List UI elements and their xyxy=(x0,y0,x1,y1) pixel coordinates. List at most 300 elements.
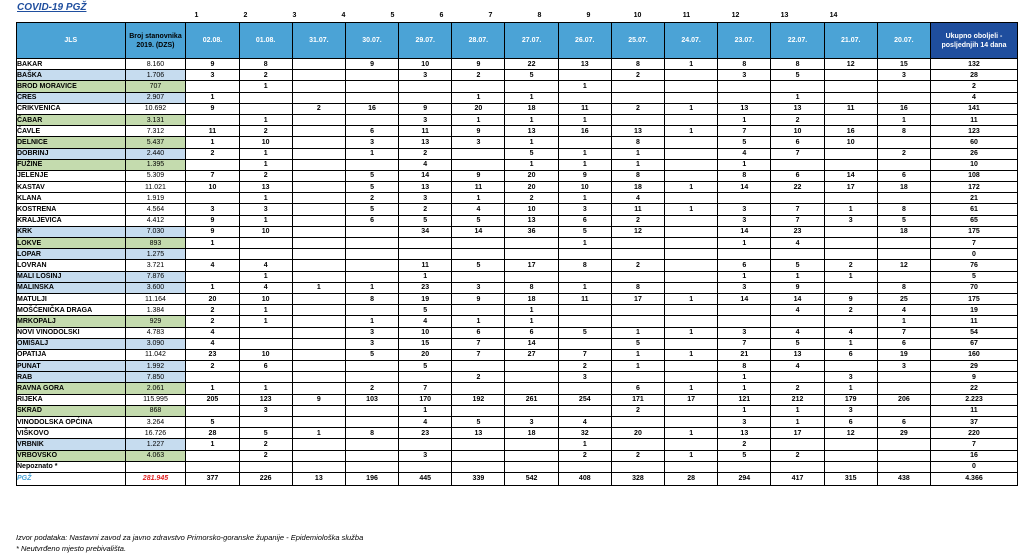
daily-cases xyxy=(399,92,452,103)
daily-cases: 19 xyxy=(399,293,452,304)
daily-cases: 1 xyxy=(611,159,664,170)
daily-cases xyxy=(292,126,345,137)
daily-cases: 121 xyxy=(718,394,771,405)
daily-cases: 2 xyxy=(558,361,611,372)
summary-value: 294 xyxy=(718,472,771,485)
daily-cases xyxy=(558,271,611,282)
daily-cases xyxy=(186,405,239,416)
daily-cases xyxy=(345,226,398,237)
header-date: 22.07. xyxy=(771,23,824,59)
daily-cases: 1 xyxy=(558,81,611,92)
daily-cases: 3 xyxy=(718,204,771,215)
daily-cases: 11 xyxy=(452,182,505,193)
daily-cases xyxy=(452,305,505,316)
daily-cases xyxy=(611,372,664,383)
municipality-name: VRBNIK xyxy=(17,439,126,450)
daily-cases: 21 xyxy=(718,349,771,360)
daily-cases xyxy=(665,81,718,92)
daily-cases xyxy=(399,372,452,383)
daily-cases xyxy=(505,405,558,416)
daily-cases: 4 xyxy=(877,305,930,316)
daily-cases xyxy=(665,70,718,81)
day-number: 5 xyxy=(390,12,395,19)
municipality-name: RIJEKA xyxy=(17,394,126,405)
daily-cases xyxy=(505,271,558,282)
daily-cases: 3 xyxy=(345,327,398,338)
daily-cases: 4 xyxy=(771,327,824,338)
header-total: Ukupno oboljeli - posljednjih 14 dana xyxy=(930,23,1017,59)
daily-cases xyxy=(665,148,718,159)
daily-cases: 17 xyxy=(505,260,558,271)
daily-cases: 12 xyxy=(824,59,877,70)
daily-cases: 1 xyxy=(399,405,452,416)
daily-cases: 7 xyxy=(877,327,930,338)
daily-cases xyxy=(665,461,718,472)
header-date: 30.07. xyxy=(345,23,398,59)
day-number: 9 xyxy=(586,12,591,19)
total-cases: 61 xyxy=(930,204,1017,215)
daily-cases: 1 xyxy=(239,271,292,282)
daily-cases: 5 xyxy=(239,428,292,439)
total-cases: 11 xyxy=(930,114,1017,125)
daily-cases: 8 xyxy=(877,126,930,137)
daily-cases: 10 xyxy=(239,226,292,237)
daily-cases: 8 xyxy=(718,170,771,181)
population-value: 1.395 xyxy=(125,159,186,170)
table-row xyxy=(17,293,1018,304)
daily-cases: 3 xyxy=(877,70,930,81)
daily-cases: 2 xyxy=(186,305,239,316)
daily-cases xyxy=(718,92,771,103)
daily-cases: 6 xyxy=(824,417,877,428)
summary-population: 281.945 xyxy=(125,472,186,485)
daily-cases: 2 xyxy=(452,70,505,81)
daily-cases: 1 xyxy=(452,193,505,204)
daily-cases: 5 xyxy=(611,338,664,349)
daily-cases: 1 xyxy=(452,114,505,125)
daily-cases: 3 xyxy=(877,361,930,372)
daily-cases: 1 xyxy=(665,450,718,461)
total-cases: 172 xyxy=(930,182,1017,193)
daily-cases: 9 xyxy=(186,215,239,226)
daily-cases xyxy=(824,249,877,260)
daily-cases xyxy=(345,159,398,170)
daily-cases xyxy=(558,305,611,316)
daily-cases xyxy=(558,92,611,103)
daily-cases xyxy=(771,316,824,327)
daily-cases xyxy=(452,405,505,416)
table-row xyxy=(17,92,1018,103)
table-row xyxy=(17,372,1018,383)
daily-cases xyxy=(824,316,877,327)
daily-cases: 2 xyxy=(186,316,239,327)
daily-cases xyxy=(186,461,239,472)
municipality-name: CRIKVENICA xyxy=(17,103,126,114)
total-cases: 11 xyxy=(930,316,1017,327)
daily-cases: 2 xyxy=(718,439,771,450)
daily-cases xyxy=(505,238,558,249)
daily-cases: 13 xyxy=(771,103,824,114)
daily-cases: 20 xyxy=(186,293,239,304)
population-value: 11.021 xyxy=(125,182,186,193)
daily-cases: 5 xyxy=(771,338,824,349)
daily-cases xyxy=(345,450,398,461)
daily-cases: 25 xyxy=(877,293,930,304)
table-row xyxy=(17,282,1018,293)
daily-cases: 3 xyxy=(186,204,239,215)
source-note: Izvor podataka: Nastavni zavod za javno zdravstvo Primorsko-goranske županije - Epidemiološka služba xyxy=(16,533,364,542)
daily-cases: 13 xyxy=(771,349,824,360)
daily-cases: 5 xyxy=(345,182,398,193)
municipality-name: LOPAR xyxy=(17,249,126,260)
daily-cases xyxy=(665,372,718,383)
daily-cases xyxy=(239,338,292,349)
daily-cases: 27 xyxy=(505,349,558,360)
daily-cases xyxy=(877,193,930,204)
header-population: Broj stanovnika 2019. (DZS) xyxy=(125,23,186,59)
daily-cases: 4 xyxy=(186,260,239,271)
daily-cases xyxy=(505,450,558,461)
daily-cases: 8 xyxy=(718,361,771,372)
daily-cases: 5 xyxy=(452,417,505,428)
daily-cases: 3 xyxy=(399,193,452,204)
municipality-name: RAVNA GORA xyxy=(17,383,126,394)
summary-value: 13 xyxy=(292,472,345,485)
daily-cases: 11 xyxy=(824,103,877,114)
daily-cases: 15 xyxy=(877,59,930,70)
municipality-name: DOBRINJ xyxy=(17,148,126,159)
table-row xyxy=(17,182,1018,193)
population-value: 1.227 xyxy=(125,439,186,450)
daily-cases: 1 xyxy=(611,349,664,360)
daily-cases: 10 xyxy=(399,59,452,70)
total-cases: 141 xyxy=(930,103,1017,114)
daily-cases: 20 xyxy=(399,349,452,360)
summary-value: 445 xyxy=(399,472,452,485)
daily-cases xyxy=(558,461,611,472)
summary-value: 438 xyxy=(877,472,930,485)
daily-cases xyxy=(824,70,877,81)
daily-cases: 14 xyxy=(718,182,771,193)
daily-cases xyxy=(186,114,239,125)
daily-cases xyxy=(877,461,930,472)
total-cases: 175 xyxy=(930,226,1017,237)
daily-cases: 1 xyxy=(452,92,505,103)
daily-cases: 4 xyxy=(558,417,611,428)
daily-cases xyxy=(611,461,664,472)
daily-cases: 1 xyxy=(505,137,558,148)
header-date: 28.07. xyxy=(452,23,505,59)
daily-cases: 1 xyxy=(771,405,824,416)
daily-cases xyxy=(239,417,292,428)
daily-cases xyxy=(292,114,345,125)
daily-cases xyxy=(877,249,930,260)
population-value: 868 xyxy=(125,405,186,416)
daily-cases xyxy=(239,461,292,472)
day-number: 8 xyxy=(537,12,542,19)
daily-cases: 6 xyxy=(824,349,877,360)
daily-cases: 4 xyxy=(611,193,664,204)
daily-cases: 36 xyxy=(505,226,558,237)
daily-cases: 1 xyxy=(345,316,398,327)
daily-cases xyxy=(292,193,345,204)
daily-cases: 8 xyxy=(505,282,558,293)
daily-cases: 10 xyxy=(558,182,611,193)
daily-cases xyxy=(611,249,664,260)
daily-cases: 14 xyxy=(718,293,771,304)
daily-cases: 10 xyxy=(399,327,452,338)
daily-cases: 14 xyxy=(718,226,771,237)
daily-cases xyxy=(292,293,345,304)
daily-cases: 17 xyxy=(771,428,824,439)
municipality-name: RAB xyxy=(17,372,126,383)
municipality-name: ČAVLE xyxy=(17,126,126,137)
daily-cases xyxy=(824,439,877,450)
daily-cases xyxy=(877,159,930,170)
table-row xyxy=(17,383,1018,394)
daily-cases: 1 xyxy=(239,148,292,159)
summary-value: 542 xyxy=(505,472,558,485)
daily-cases: 1 xyxy=(558,238,611,249)
municipality-name: DELNICE xyxy=(17,137,126,148)
daily-cases xyxy=(665,439,718,450)
daily-cases: 11 xyxy=(558,293,611,304)
daily-cases xyxy=(665,159,718,170)
daily-cases: 10 xyxy=(505,204,558,215)
daily-cases: 1 xyxy=(239,159,292,170)
daily-cases xyxy=(558,338,611,349)
daily-cases: 3 xyxy=(824,372,877,383)
table-row xyxy=(17,137,1018,148)
summary-value: 339 xyxy=(452,472,505,485)
daily-cases: 2 xyxy=(611,450,664,461)
day-number: 3 xyxy=(292,12,297,19)
municipality-name: MRKOPALJ xyxy=(17,316,126,327)
daily-cases xyxy=(292,81,345,92)
daily-cases: 12 xyxy=(824,428,877,439)
daily-cases xyxy=(558,249,611,260)
daily-cases xyxy=(239,238,292,249)
daily-cases xyxy=(505,372,558,383)
daily-cases xyxy=(611,439,664,450)
daily-cases: 11 xyxy=(186,126,239,137)
daily-cases: 1 xyxy=(771,271,824,282)
daily-cases xyxy=(771,249,824,260)
daily-cases: 7 xyxy=(718,126,771,137)
daily-cases xyxy=(824,238,877,249)
daily-cases xyxy=(877,271,930,282)
daily-cases: 1 xyxy=(665,383,718,394)
daily-cases: 3 xyxy=(399,70,452,81)
daily-cases: 7 xyxy=(452,338,505,349)
daily-cases xyxy=(345,305,398,316)
municipality-name: KRK xyxy=(17,226,126,237)
daily-cases xyxy=(239,249,292,260)
daily-cases xyxy=(665,260,718,271)
table-row xyxy=(17,193,1018,204)
daily-cases: 2 xyxy=(771,114,824,125)
total-cases: 16 xyxy=(930,450,1017,461)
daily-cases xyxy=(771,193,824,204)
daily-cases: 1 xyxy=(505,305,558,316)
municipality-name: ČABAR xyxy=(17,114,126,125)
daily-cases xyxy=(665,238,718,249)
daily-cases: 5 xyxy=(718,137,771,148)
municipality-name: BAŠKA xyxy=(17,70,126,81)
daily-cases: 2 xyxy=(824,260,877,271)
daily-cases: 1 xyxy=(558,193,611,204)
daily-cases: 5 xyxy=(399,215,452,226)
municipality-name: VIŠKOVO xyxy=(17,428,126,439)
daily-cases xyxy=(292,383,345,394)
total-cases: 70 xyxy=(930,282,1017,293)
daily-cases xyxy=(345,92,398,103)
daily-cases: 3 xyxy=(558,204,611,215)
header-date: 23.07. xyxy=(718,23,771,59)
daily-cases: 2 xyxy=(399,204,452,215)
municipality-name: PUNAT xyxy=(17,361,126,372)
daily-cases xyxy=(824,92,877,103)
population-value: 4.783 xyxy=(125,327,186,338)
daily-cases xyxy=(399,439,452,450)
daily-cases: 9 xyxy=(345,59,398,70)
daily-cases: 8 xyxy=(718,59,771,70)
daily-cases: 6 xyxy=(558,215,611,226)
daily-cases: 6 xyxy=(239,361,292,372)
municipality-name: MALI LOŠINJ xyxy=(17,271,126,282)
population-value: 4.412 xyxy=(125,215,186,226)
daily-cases: 2 xyxy=(345,383,398,394)
municipality-name: OPATIJA xyxy=(17,349,126,360)
total-cases: 175 xyxy=(930,293,1017,304)
daily-cases xyxy=(665,193,718,204)
daily-cases: 14 xyxy=(452,226,505,237)
header-date: 29.07. xyxy=(399,23,452,59)
daily-cases: 14 xyxy=(824,170,877,181)
daily-cases: 6 xyxy=(505,327,558,338)
daily-cases xyxy=(824,282,877,293)
daily-cases: 1 xyxy=(665,204,718,215)
daily-cases: 1 xyxy=(186,383,239,394)
table-row xyxy=(17,170,1018,181)
daily-cases: 18 xyxy=(505,103,558,114)
daily-cases: 16 xyxy=(345,103,398,114)
daily-cases: 3 xyxy=(824,215,877,226)
population-value: 7.030 xyxy=(125,226,186,237)
population-value: 893 xyxy=(125,238,186,249)
daily-cases: 103 xyxy=(345,394,398,405)
daily-cases: 1 xyxy=(345,282,398,293)
daily-cases: 7 xyxy=(771,148,824,159)
daily-cases: 8 xyxy=(771,59,824,70)
total-cases: 220 xyxy=(930,428,1017,439)
daily-cases xyxy=(452,249,505,260)
daily-cases xyxy=(718,461,771,472)
daily-cases xyxy=(292,260,345,271)
table-row xyxy=(17,316,1018,327)
daily-cases: 3 xyxy=(239,405,292,416)
daily-cases xyxy=(292,170,345,181)
daily-cases: 4 xyxy=(452,204,505,215)
daily-cases xyxy=(239,372,292,383)
daily-cases xyxy=(292,405,345,416)
header-date: 21.07. xyxy=(824,23,877,59)
population-value: 3.600 xyxy=(125,282,186,293)
header-jls: JLS xyxy=(17,23,126,59)
table-row xyxy=(17,238,1018,249)
daily-cases: 15 xyxy=(399,338,452,349)
page-title: COVID-19 PGŽ xyxy=(17,2,87,13)
daily-cases: 13 xyxy=(718,428,771,439)
total-cases: 7 xyxy=(930,238,1017,249)
daily-cases: 1 xyxy=(239,215,292,226)
daily-cases xyxy=(292,70,345,81)
daily-cases: 2 xyxy=(771,383,824,394)
daily-cases xyxy=(239,327,292,338)
daily-cases: 2 xyxy=(399,148,452,159)
daily-cases: 17 xyxy=(824,182,877,193)
table-row xyxy=(17,349,1018,360)
daily-cases: 18 xyxy=(505,293,558,304)
population-value: 3.131 xyxy=(125,114,186,125)
header-date: 31.07. xyxy=(292,23,345,59)
daily-cases xyxy=(824,226,877,237)
daily-cases xyxy=(452,361,505,372)
daily-cases xyxy=(345,417,398,428)
total-cases: 76 xyxy=(930,260,1017,271)
total-cases: 26 xyxy=(930,148,1017,159)
daily-cases: 10 xyxy=(239,137,292,148)
daily-cases: 2 xyxy=(186,148,239,159)
daily-cases: 9 xyxy=(399,103,452,114)
daily-cases xyxy=(558,405,611,416)
daily-cases xyxy=(877,238,930,249)
population-value: 7.312 xyxy=(125,126,186,137)
daily-cases xyxy=(505,383,558,394)
daily-cases xyxy=(665,417,718,428)
daily-cases: 3 xyxy=(452,137,505,148)
daily-cases: 2 xyxy=(611,215,664,226)
table-row xyxy=(17,249,1018,260)
daily-cases: 1 xyxy=(665,428,718,439)
daily-cases xyxy=(292,316,345,327)
daily-cases xyxy=(292,249,345,260)
table-row xyxy=(17,70,1018,81)
daily-cases: 2 xyxy=(611,70,664,81)
daily-cases xyxy=(399,81,452,92)
summary-value: 408 xyxy=(558,472,611,485)
table-row xyxy=(17,405,1018,416)
daily-cases xyxy=(505,249,558,260)
daily-cases xyxy=(292,92,345,103)
daily-cases xyxy=(877,383,930,394)
daily-cases: 1 xyxy=(718,238,771,249)
daily-cases: 5 xyxy=(345,170,398,181)
daily-cases: 1 xyxy=(292,282,345,293)
table-row xyxy=(17,417,1018,428)
daily-cases xyxy=(452,461,505,472)
footnote: * Neutvrđeno mjesto prebivališta. xyxy=(16,544,127,553)
header-date: 01.08. xyxy=(239,23,292,59)
daily-cases xyxy=(877,372,930,383)
daily-cases: 1 xyxy=(771,92,824,103)
municipality-name: KLANA xyxy=(17,193,126,204)
daily-cases xyxy=(665,282,718,293)
daily-cases: 5 xyxy=(452,215,505,226)
daily-cases: 1 xyxy=(665,327,718,338)
total-cases: 60 xyxy=(930,137,1017,148)
total-cases: 9 xyxy=(930,372,1017,383)
